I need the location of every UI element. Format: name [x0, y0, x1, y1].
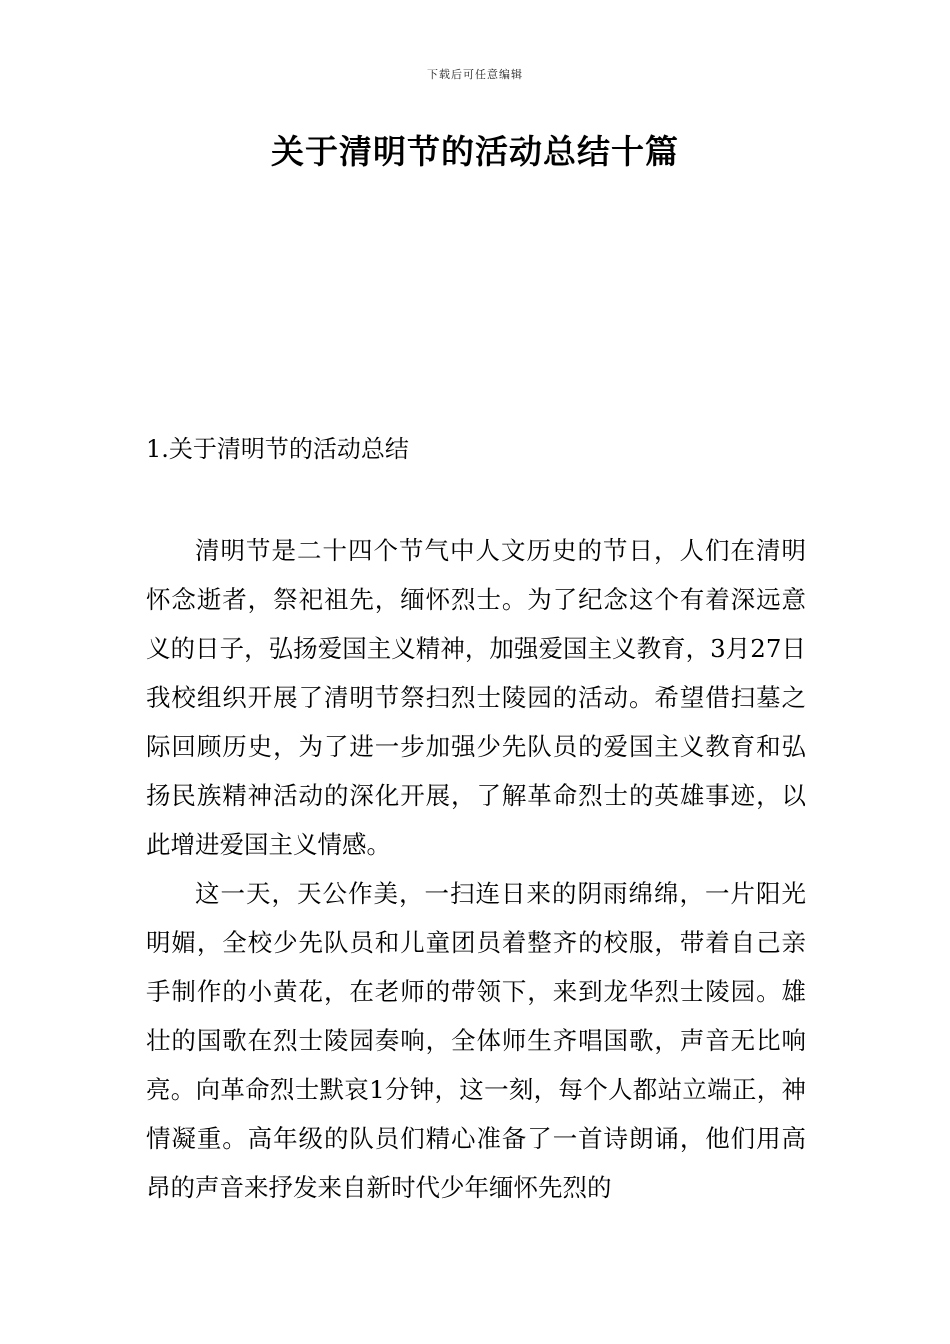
paragraph-2: 这一天，天公作美，一扫连日来的阴雨绵绵，一片阳光明媚，全校少先队员和儿童团员着整齐的校服，带着自己亲手制作的小黄花，在老师的带领下，来到龙华烈士陵园。雄壮的国歌在烈士陵园奏响，全体师生齐唱国歌，声音无比响亮。向革命烈士默哀1分钟，这一刻，每个人都站立端正，神情凝重。高年级的队员们精心准备了一首诗朗诵，他们用高昂的声音来抒发来自新时代少年缅怀先烈的	[146, 879, 806, 1202]
paragraph-1: 清明节是二十四个节气中人文历史的节日，人们在清明怀念逝者，祭祀祖先，缅怀烈士。为了纪念这个有着深远意义的日子，弘扬爱国主义精神，加强爱国主义教育，3月27日我校组织开展了清明节祭扫烈士陵园的活动。希望借扫墓之际回顾历史，为了进一步加强少先队员的爱国主义教育和弘扬民族精神活动的深化开展，了解革命烈士的英雄事迹，以此增进爱国主义情感。	[146, 536, 806, 859]
document-body	[146, 526, 806, 1212]
document-title: 关于清明节的活动总结十篇	[271, 132, 679, 171]
header-note: 下载后可任意编辑	[427, 68, 523, 81]
section-heading: 1.关于清明节的活动总结	[146, 435, 409, 463]
